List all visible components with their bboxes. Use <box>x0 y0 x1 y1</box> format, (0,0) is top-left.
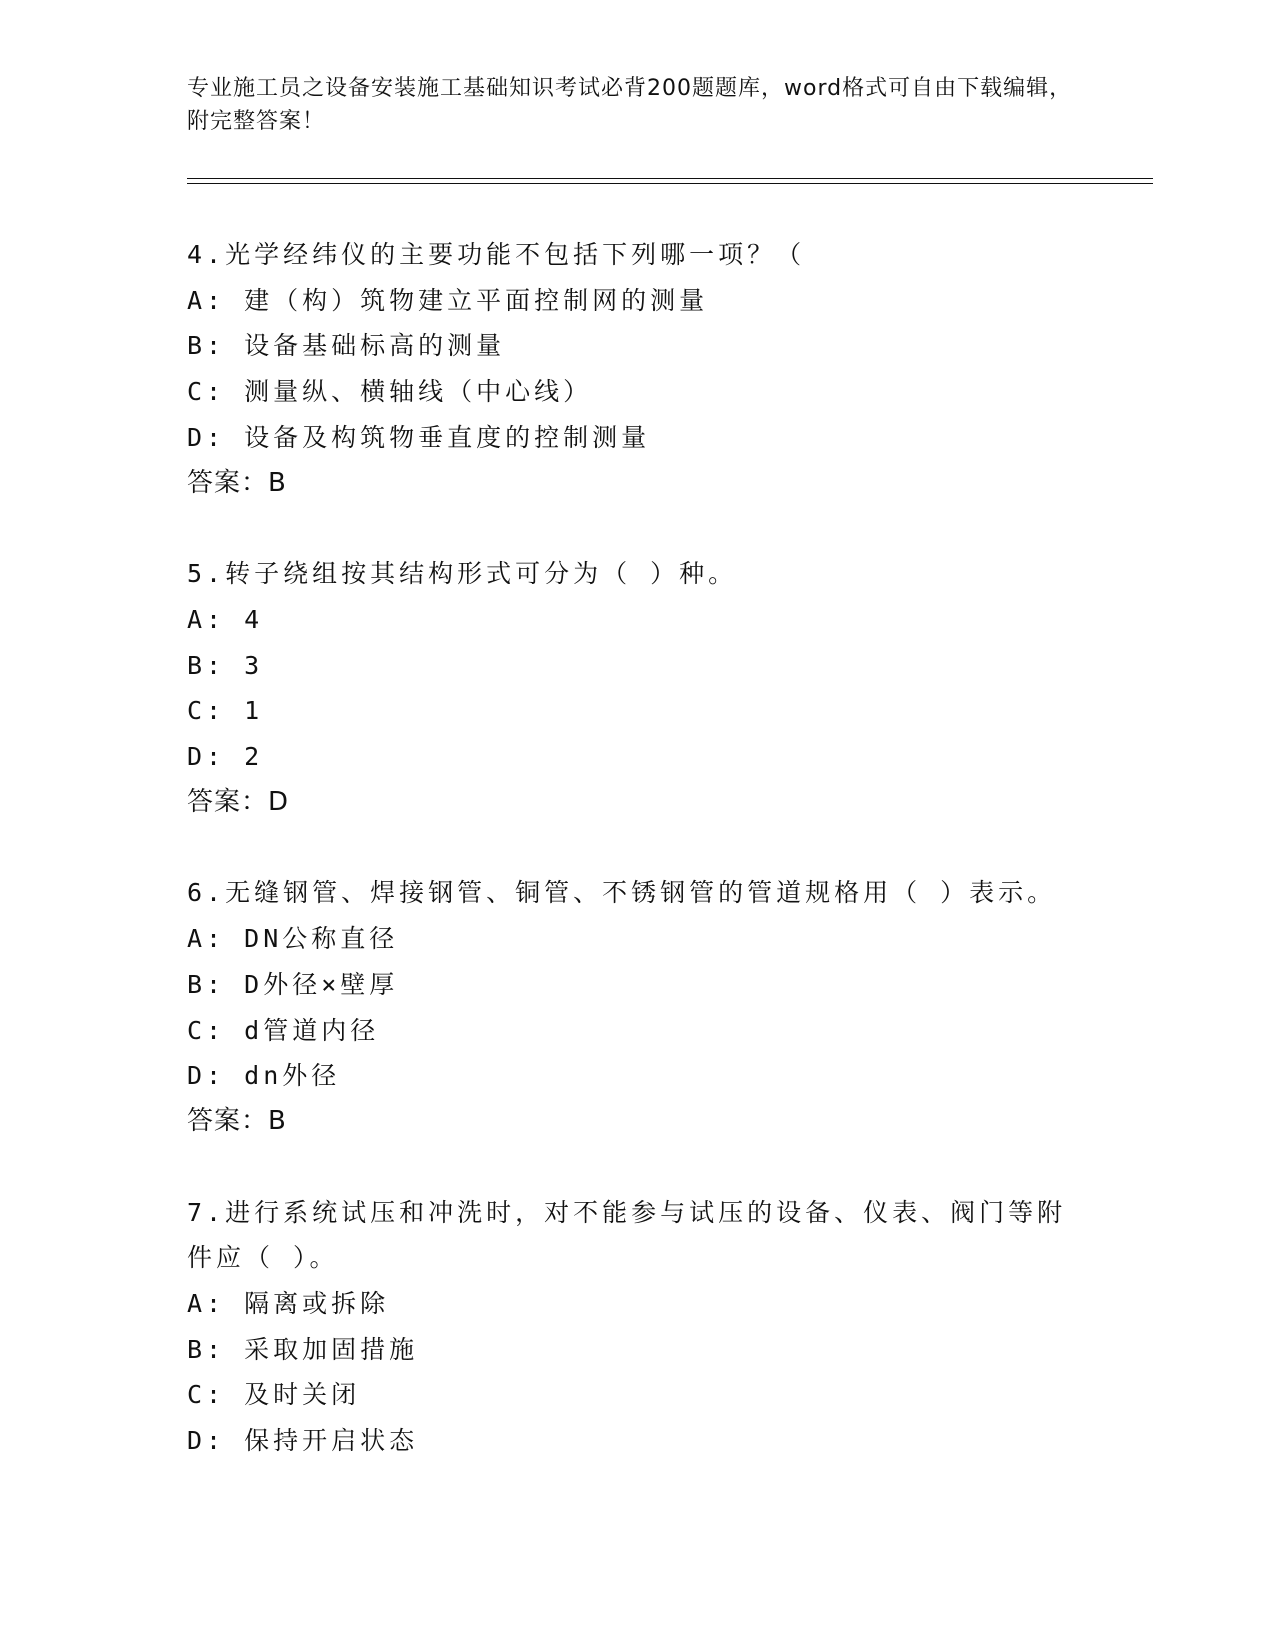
option-b: B: D外径×壁厚 <box>187 969 399 999</box>
question-6 <box>187 870 1087 1144</box>
option-c: C: 及时关闭 <box>187 1380 361 1410</box>
document-header: 专业施工员之设备安装施工基础知识考试必背200题题库，word格式可自由下载编辑，附完整答案！ <box>187 76 1073 134</box>
question-text: 4.光学经纬仪的主要功能不包括下列哪一项？（ <box>187 240 806 269</box>
option-b: B: 设备基础标高的测量 <box>187 331 506 361</box>
option-d: D: 保持开启状态 <box>187 1426 419 1456</box>
option-d: D: 设备及构筑物垂直度的控制测量 <box>187 422 651 452</box>
option-b: B: 3 <box>187 650 264 680</box>
option-d: D: 2 <box>187 742 264 772</box>
answer: 答案：B <box>187 1105 287 1136</box>
question-5 <box>187 551 1087 825</box>
answer: 答案：D <box>187 786 290 817</box>
option-c: C: d管道内径 <box>187 1015 380 1045</box>
option-b: B: 采取加固措施 <box>187 1334 419 1364</box>
question-text: 5.转子绕组按其结构形式可分为（ ）种。 <box>187 559 738 589</box>
option-c: C: 测量纵、横轴线（中心线） <box>187 377 593 407</box>
option-c: C: 1 <box>187 696 264 726</box>
option-d: D: dn外径 <box>187 1061 341 1091</box>
option-a: A: 4 <box>187 604 264 634</box>
option-a: A: DN公称直径 <box>187 924 399 954</box>
option-a: A: 隔离或拆除 <box>187 1289 390 1319</box>
question-4 <box>187 232 1087 506</box>
header-divider-bottom <box>187 183 1153 184</box>
question-text: 6.无缝钢管、焊接钢管、铜管、不锈钢管的管道规格用（ ）表示。 <box>187 878 1057 908</box>
header-divider-top <box>187 178 1153 179</box>
question-text: 7.进行系统试压和冲洗时，对不能参与试压的设备、仪表、阀门等附件应（ ）。 <box>187 1197 1067 1273</box>
answer: 答案：B <box>187 467 287 498</box>
question-list <box>187 232 1087 1509</box>
option-a: A: 建（构）筑物建立平面控制网的测量 <box>187 285 709 315</box>
question-7 <box>187 1190 1087 1464</box>
